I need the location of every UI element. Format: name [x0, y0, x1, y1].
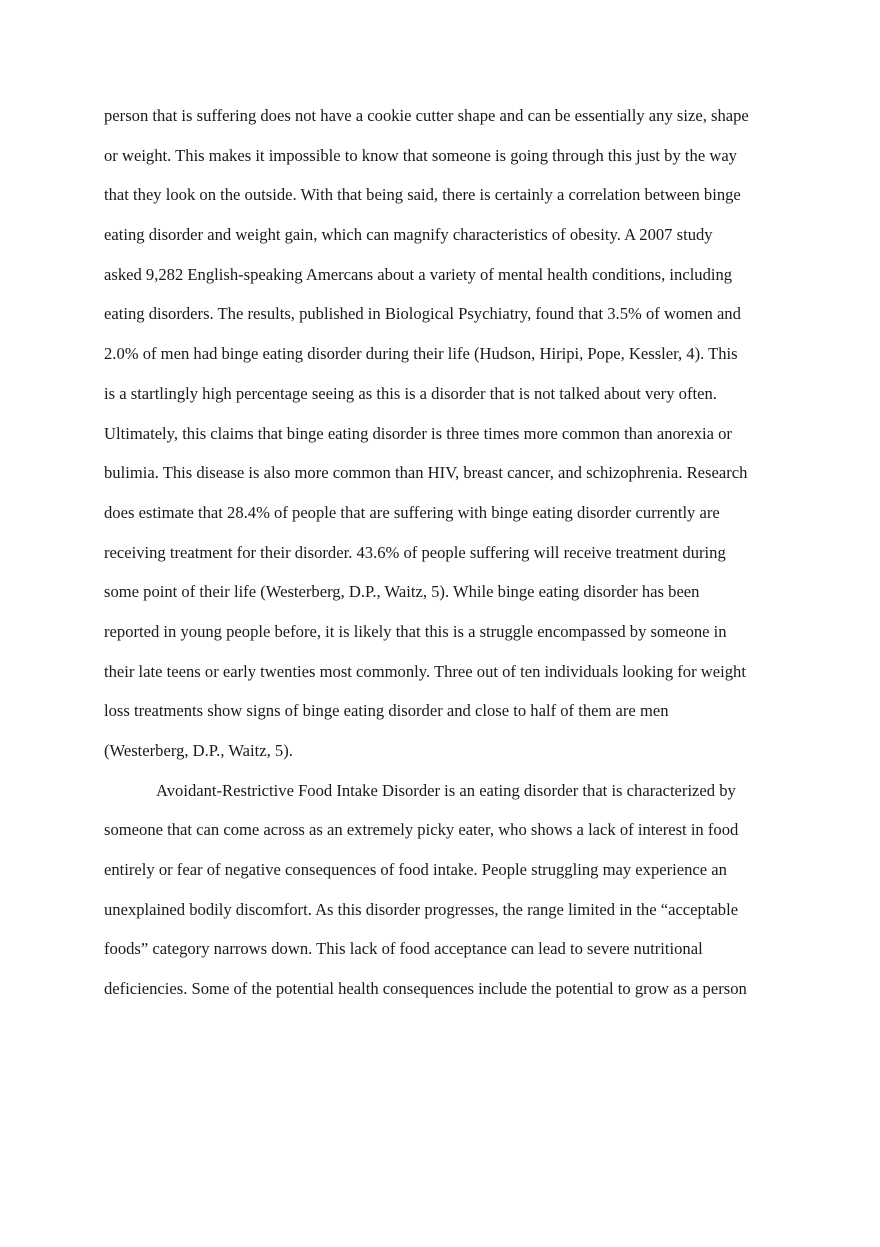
text-line: (Westerberg, D.P., Waitz, 5). — [104, 741, 293, 760]
text-line: Ultimately, this claims that binge eating disorder is three times more common than anorexia or — [104, 423, 732, 443]
text-line: 2.0% of men had binge eating disorder during their life (Hudson, Hiripi, Pope, Kessler, 4). This — [104, 344, 738, 364]
text-line: eating disorder and weight gain, which can magnify characteristics of obesity. A 2007 study — [104, 225, 713, 245]
text-line: reported in young people before, it is likely that this is a struggle encompassed by someone in — [104, 621, 727, 641]
text-line: eating disorders. The results, published in Biological Psychiatry, found that 3.5% of women and — [104, 304, 741, 324]
text-line: or weight. This makes it impossible to know that someone is going through this just by the way — [104, 145, 737, 165]
text-line: deficiencies. Some of the potential health consequences include the potential to grow as a person — [104, 979, 747, 999]
text-line: entirely or fear of negative consequences of food intake. People struggling may experience an — [104, 860, 727, 880]
text-line: loss treatments show signs of binge eating disorder and close to half of them are men — [104, 701, 669, 721]
text-line: bulimia. This disease is also more common than HIV, breast cancer, and schizophrenia. Research — [104, 463, 748, 483]
text-line: unexplained bodily discomfort. As this disorder progresses, the range limited in the “acceptable — [104, 899, 739, 919]
text-line: asked 9,282 English-speaking Amercans about a variety of mental health conditions, including — [104, 264, 733, 284]
text-line: does estimate that 28.4% of people that are suffering with binge eating disorder currently are — [104, 502, 720, 522]
text-line: some point of their life (Westerberg, D.P., Waitz, 5). While binge eating disorder has been — [104, 582, 700, 602]
text-line: Avoidant-Restrictive Food Intake Disorder is an eating disorder that is characterized by — [156, 780, 736, 800]
text-line: their late teens or early twenties most commonly. Three out of ten individuals looking for weight — [104, 661, 746, 681]
text-line: receiving treatment for their disorder. 43.6% of people suffering will receive treatment during — [104, 542, 726, 562]
text-line: is a startlingly high percentage seeing as this is a disorder that is not talked about very often. — [104, 383, 717, 403]
text-line: that they look on the outside. With that being said, there is certainly a correlation between binge — [104, 185, 741, 205]
body-text — [104, 96, 794, 1009]
text-line: person that is suffering does not have a cookie cutter shape and can be essentially any size, shape — [104, 106, 749, 125]
paragraph-binge-eating — [104, 96, 794, 771]
text-line: foods” category narrows down. This lack of food acceptance can lead to severe nutritional — [104, 939, 703, 959]
paragraph-arfid — [104, 771, 794, 1009]
text-line: someone that can come across as an extremely picky eater, who shows a lack of interest in food — [104, 820, 739, 840]
